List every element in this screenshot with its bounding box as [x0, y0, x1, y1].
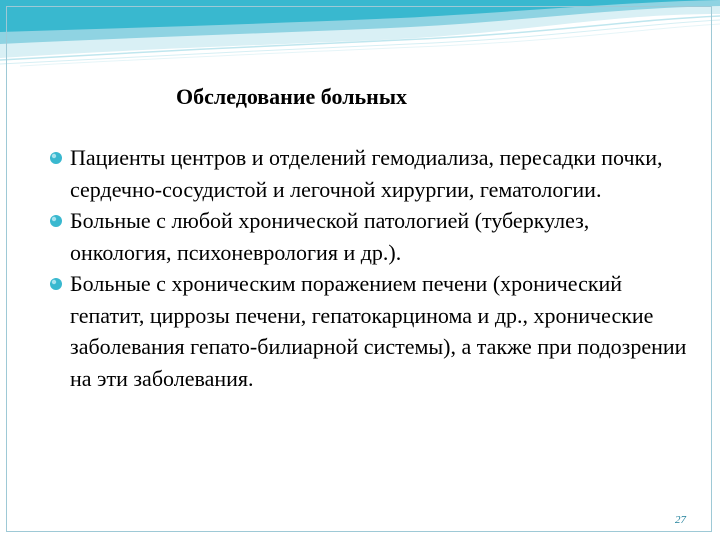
- bullet-list: [48, 142, 688, 394]
- circle-bullet-icon: [49, 277, 63, 291]
- circle-bullet-icon: [49, 151, 63, 165]
- bullet-text: Пациенты центров и отделений гемодиализа, пересадки почки, сердечно-сосудистой и легочной хирургии, гематологии.: [70, 145, 663, 202]
- bullet-text: Больные с любой хронической патологией (туберкулез, онкология, психоневрология и др.).: [70, 208, 590, 265]
- bullet-text: Больные с хроническим поражением печени (хронический гепатит, циррозы печени, гепатокарцинома и др., хронические заболевания гепато-билиарной системы), а также при подозрении на эти заболевания.: [70, 271, 687, 391]
- bullet-item: [48, 142, 688, 205]
- circle-bullet-icon: [49, 214, 63, 228]
- slide-title: Обследование больных: [176, 84, 408, 109]
- header-wave-decoration: [0, 0, 720, 90]
- bullet-item: [48, 205, 688, 268]
- bullet-item: [48, 268, 688, 394]
- page-number: 27: [675, 514, 686, 526]
